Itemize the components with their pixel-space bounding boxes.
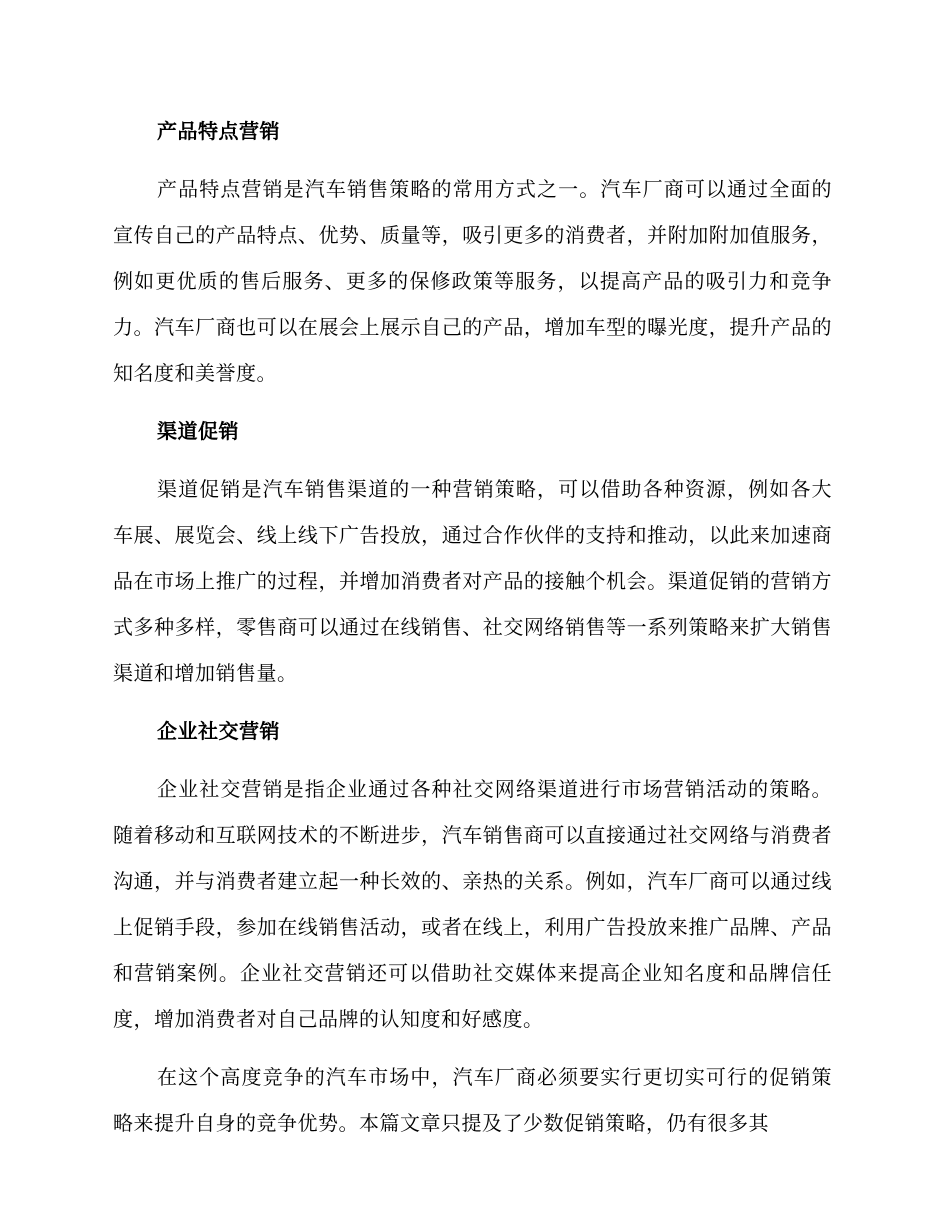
document-body [113, 108, 832, 1146]
spacer [113, 396, 832, 408]
paragraph-enterprise-social: 企业社交营销是指企业通过各种社交网络渠道进行市场营销活动的策略。随着移动和互联网技术的不断进步，汽车销售商可以直接通过社交网络与消费者沟通，并与消费者建立起一种长效的、亲热的关系。例如，汽车厂商可以通过线上促销手段，参加在线销售活动，或者在线上，利用广告投放来推广品牌、产品和营销案例。企业社交营销还可以借助社交媒体来提高企业知名度和品牌信任度，增加消费者对自己品牌的认知度和好感度。 [113, 777, 832, 1031]
spacer [113, 696, 832, 708]
spacer [113, 154, 832, 166]
spacer [113, 454, 832, 466]
spacer [113, 1042, 832, 1054]
section-heading-enterprise-social: 企业社交营销 [157, 719, 280, 743]
section-heading-channel-promotion: 渠道促销 [157, 419, 239, 443]
spacer [113, 754, 832, 766]
paragraph-channel-promotion: 渠道促销是汽车销售渠道的一种营销策略，可以借助各种资源，例如各大车展、展览会、线上线下广告投放，通过合作伙伴的支持和推动，以此来加速商品在市场上推广的过程，并增加消费者对产品的接触个机会。渠道促销的营销方式多种多样，零售商可以通过在线销售、社交网络销售等一系列策略来扩大销售渠道和增加销售量。 [113, 477, 832, 685]
paragraph-conclusion: 在这个高度竞争的汽车市场中，汽车厂商必须要实行更切实可行的促销策略来提升自身的竞争优势。本篇文章只提及了少数促销策略，仍有很多其 [113, 1065, 832, 1135]
paragraph-product-features: 产品特点营销是汽车销售策略的常用方式之一。汽车厂商可以通过全面的宣传自己的产品特点、优势、质量等，吸引更多的消费者，并附加附加值服务，例如更优质的售后服务、更多的保修政策等服务，以提高产品的吸引力和竞争力。汽车厂商也可以在展会上展示自己的产品，增加车型的曝光度，提升产品的知名度和美誉度。 [113, 177, 832, 385]
section-heading-product-features: 产品特点营销 [157, 119, 280, 143]
